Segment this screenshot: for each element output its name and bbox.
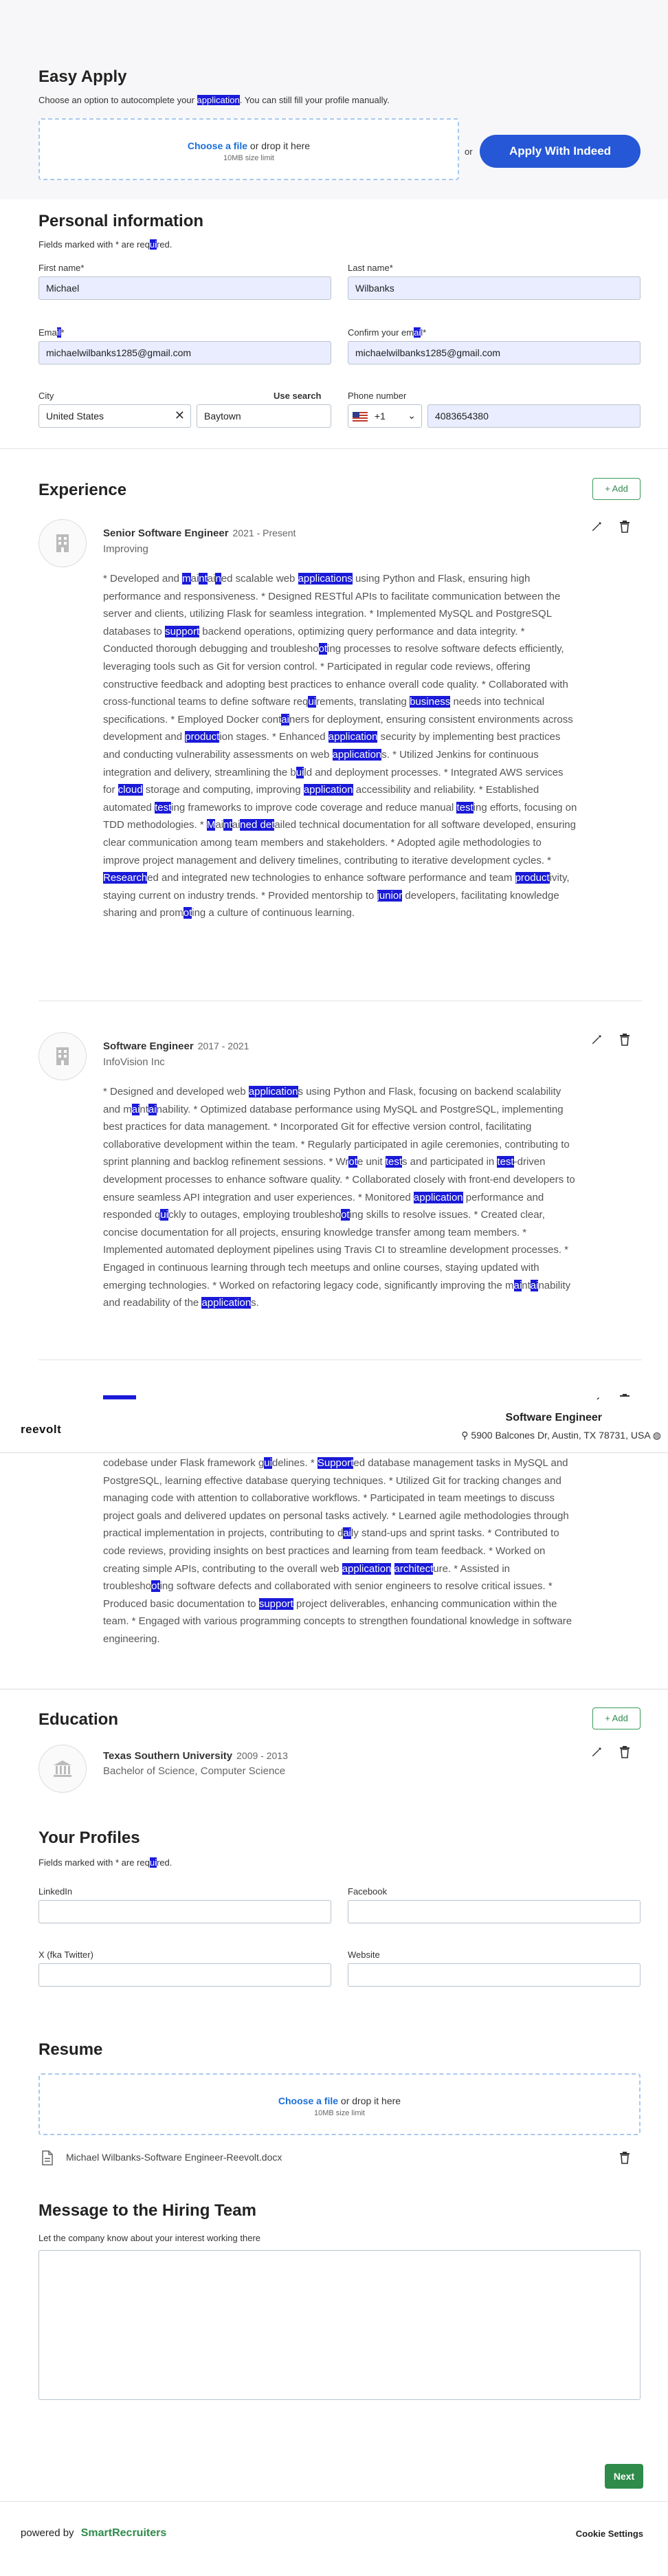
description-text: ckly to outages, employing troublesho: [168, 1209, 342, 1221]
delete-icon[interactable]: [617, 1032, 632, 1047]
building-icon: [51, 1045, 74, 1068]
experience-job-title: Software Engineer 2017 - 2021: [103, 1040, 249, 1052]
experience-company: InfoVision Inc: [103, 1056, 165, 1068]
add-experience-button[interactable]: + Add: [592, 478, 641, 500]
description-text: ed and integrated new technologies to enhance software performance and team: [147, 872, 515, 884]
school-icon: [51, 1757, 74, 1780]
search-highlight: application: [328, 731, 378, 743]
description-text: security by implementing best practices and conducting vulnerability assessments on web: [103, 731, 561, 761]
easy-apply-title: Easy Apply: [38, 67, 127, 86]
easy-apply-section: [0, 0, 668, 199]
message-textarea[interactable]: [38, 2250, 641, 2400]
footer-divider: [0, 2501, 668, 2502]
smartrecruiters-logo[interactable]: SmartRecruiters: [80, 2527, 167, 2539]
search-highlight: application: [332, 748, 382, 761]
search-highlight: support: [165, 625, 200, 637]
footer: [0, 2449, 668, 2576]
location-pin-icon: ⚲: [461, 1430, 469, 1441]
description-text: ed scalable web: [221, 573, 298, 585]
description-text: ai: [274, 819, 283, 831]
description-text: s.: [251, 1297, 259, 1309]
message-section: [0, 2174, 668, 2449]
city-field[interactable]: Baytown: [197, 404, 331, 428]
experience-dates: 2021 - Present: [232, 527, 296, 538]
description-text: project deliverables, enhancing communication within the team. * Engaged with various programming concepts to strengthen foundational knowledge in software engineering.: [103, 1597, 572, 1645]
search-highlight: Support: [317, 1457, 354, 1469]
last-name-label: Last name*: [348, 263, 393, 273]
website-label: Website: [348, 1950, 380, 1960]
size-limit-text: 10MB size limit: [314, 2109, 365, 2117]
description-text: performance and responded q: [103, 1191, 544, 1221]
description-text: developers, facilitating knowledge sharing and prom: [103, 889, 559, 919]
twitter-label: X (fka Twitter): [38, 1950, 93, 1960]
search-highlight: applications: [298, 573, 353, 585]
description-text: * Designed and developed web: [103, 1086, 249, 1098]
add-education-button[interactable]: + Add: [592, 1707, 641, 1729]
description-text: accessibility and reliability. * Established automated: [103, 784, 539, 814]
school-name: Texas Southern University 2009 - 2013: [103, 1750, 288, 1762]
or-separator: or: [465, 146, 473, 157]
description-text: ing frameworks to improve code coverage and reduce manual: [171, 801, 457, 814]
company-logo: reevolt: [21, 1423, 62, 1436]
search-highlight: ui: [308, 696, 317, 708]
message-hint: Let the company know about your interest working there: [38, 2233, 261, 2243]
experience-description: [103, 1454, 577, 1648]
choose-file-link[interactable]: Choose a file: [278, 2095, 339, 2106]
search-highlight: application: [342, 1562, 392, 1575]
degree: Bachelor of Science, Computer Science: [103, 1765, 286, 1777]
search-highlight: m: [182, 573, 191, 585]
us-flag-icon: [353, 412, 368, 422]
description-text: * Developed and: [103, 573, 183, 585]
description-text: e unit: [357, 1156, 386, 1168]
description-text: backend operations, optimizing query performance and data integrity. * Conducted thorough debugging and troublesho: [103, 625, 525, 655]
description-text: codebase under Flask framework g: [103, 1457, 265, 1469]
first-name-field[interactable]: Michael: [38, 276, 331, 300]
message-title: Message to the Hiring Team: [38, 2201, 256, 2220]
search-highlight: application: [248, 1086, 298, 1098]
linkedin-label: LinkedIn: [38, 1886, 73, 1897]
search-highlight: M: [206, 819, 216, 831]
search-highlight: ot: [348, 1156, 357, 1168]
apply-with-indeed-button[interactable]: Apply With Indeed: [480, 135, 641, 168]
description-text: ed database management tasks in MySQL and PostgreSQL, learning effective database querying techniques. * Utilized Git for tracking changes and managing code with attention to collaborative workflows. * Participated in team meetings to discuss project goals and delivered updates on personal tasks actively. * Learned agile methodologies through practical implementation in projects, contributing to d: [103, 1457, 569, 1540]
job-location: ⚲ 5900 Balcones Dr, Austin, TX 78731, USA ◍: [461, 1430, 661, 1441]
search-highlight: product: [515, 872, 550, 884]
description-text: ners for deployment, ensuring consistent environments across development and: [103, 713, 573, 743]
description-text: nt: [140, 1103, 148, 1115]
profiles-title: Your Profiles: [38, 1829, 140, 1847]
use-search-link[interactable]: Use search: [274, 391, 322, 401]
job-title: Software Engineer: [505, 1412, 602, 1423]
description-text: ing software defects and collaborated with senior engineers to resolve critical issues. * Produced basic documentation to: [103, 1580, 553, 1610]
delete-icon[interactable]: [617, 1745, 632, 1760]
description-text: ai: [232, 819, 241, 831]
next-button[interactable]: Next: [605, 2464, 643, 2489]
search-highlight: junior: [377, 889, 403, 902]
company-logo-placeholder: [38, 1032, 87, 1080]
delete-icon[interactable]: [617, 2150, 632, 2165]
phone-field[interactable]: 4083654380: [427, 404, 641, 428]
description-text: [391, 1563, 394, 1575]
description-text: needs into technical specifications. * Employed Docker cont: [103, 696, 545, 725]
description-text: s using Python and Flask, focusing on backend scalability and m: [103, 1086, 561, 1115]
description-text: using Python and Flask, ensuring high performance and responsiveness. * Designed RESTful APIs to facilitate communication between the server and clients, utilizing Flask for seamless integration. * Implemented MySQL and PostgreSQL databases to: [103, 573, 561, 637]
edit-icon[interactable]: [589, 1745, 604, 1760]
resume-section: [0, 2016, 668, 2174]
country-select[interactable]: United States ✕: [38, 404, 191, 428]
twitter-field[interactable]: [38, 1963, 331, 1987]
description-text: ly stand-ups and sprint tasks. * Contributed to code reviews, providing insights on best practices and learning from team feedback. * Worked on creating simple APIs, contributing to the overall web: [103, 1527, 559, 1575]
search-highlight: cloud: [118, 784, 143, 796]
facebook-field[interactable]: [348, 1900, 641, 1923]
education-dates: 2009 - 2013: [236, 1750, 288, 1761]
company-logo-placeholder: [38, 519, 87, 567]
description-text: ai: [215, 819, 224, 831]
delete-icon[interactable]: [617, 519, 632, 534]
building-icon: [51, 532, 74, 555]
resume-file-name: Michael Wilbanks-Software Engineer-Reevolt.docx: [66, 2152, 282, 2163]
experience-company: Improving: [103, 543, 148, 555]
edit-icon[interactable]: [589, 1032, 604, 1047]
city-label: City: [38, 391, 54, 401]
description-text: storage and computing, improving: [142, 784, 304, 796]
required-note: Fields marked with * are required.: [38, 1857, 172, 1868]
description-text: nability. * Optimized database performance using MySQL and PostgreSQL, implementing best practices for data management. * Incorporated Git for effective version control, facilitating collaborative development within the team. * Regularly participated in agile ceremonies, contributing to sprint planning and backlog refinement sessions. * Wr: [103, 1103, 570, 1168]
description-text: s. * Utilized Jenkins for continuous integration and delivery, streamlining the b: [103, 748, 539, 778]
search-highlight: ot: [341, 1209, 350, 1221]
description-text: ure. * Assisted in troublesho: [103, 1562, 511, 1593]
facebook-label: Facebook: [348, 1886, 388, 1897]
email-field[interactable]: michaelwilbanks1285@gmail.com: [38, 341, 331, 364]
description-text: ing efforts, focusing on TDD methodologies. *: [103, 801, 577, 831]
description-text: rements, translating: [316, 696, 410, 708]
search-highlight: test: [456, 801, 474, 814]
edit-icon[interactable]: [589, 1393, 604, 1399]
phone-label: Phone number: [348, 391, 407, 401]
description-text: nt: [522, 1279, 531, 1291]
experience-description: [103, 1083, 577, 1312]
search-highlight: test: [385, 1156, 402, 1168]
edit-icon[interactable]: [589, 519, 604, 534]
search-highlight: ot: [151, 1580, 160, 1593]
search-highlight: ned det: [240, 819, 275, 831]
powered-by: powered by SmartRecruiters: [21, 2527, 167, 2539]
experience-section-continued: [0, 1453, 668, 1688]
description-text: ai: [207, 573, 216, 585]
search-highlight: test: [155, 801, 172, 814]
description-text: s and participated in: [402, 1156, 498, 1168]
education-title: Education: [38, 1710, 119, 1729]
confirm-email-label: Confirm your email*: [348, 327, 427, 338]
description-text: delines. *: [271, 1457, 318, 1469]
personal-info-title: Personal information: [38, 212, 204, 230]
confirm-email-field[interactable]: michaelwilbanks1285@gmail.com: [348, 341, 641, 364]
description-text: ing skills to resolve issues. * Created clear, concise documentation for all projects, ensuring knowledge transfer among team members. * Implemented automated deployment pipelines using Travis CI to streamline development processes. * Engaged in continuous learning through tech meetups and online courses, staying updated with emerging technologies. * Worked on refactoring legacy code, significantly improving the m: [103, 1209, 569, 1291]
search-highlight: Research: [103, 872, 148, 884]
description-text: nability and readability of the: [103, 1279, 571, 1309]
document-icon: [41, 2150, 54, 2169]
experience-title: Experience: [38, 481, 127, 499]
search-highlight: application: [413, 1191, 463, 1203]
resume-dropzone[interactable]: Choose a file or drop it here 10MB size limit: [38, 2073, 641, 2135]
search-highlight: ai: [281, 713, 289, 725]
profiles-section: [0, 1816, 668, 2016]
globe-icon: ◍: [652, 1430, 661, 1441]
search-highlight: ai: [530, 1279, 539, 1291]
search-highlight: ai: [343, 1527, 352, 1540]
last-name-field[interactable]: Wilbanks: [348, 276, 641, 300]
chevron-down-icon: ⌄: [408, 410, 416, 421]
description-text: ion stages. * Enhanced: [219, 731, 329, 743]
search-highlight: application: [201, 1297, 252, 1309]
search-highlight: application: [303, 784, 353, 796]
website-field[interactable]: [348, 1963, 641, 1987]
description-text: led technical documentation for all software developed, ensuring clear communication among team members and stakeholders. * Adopted agile methodologies to improve project management and delivery timelines, contributing to iterative development cycles. *: [103, 819, 576, 866]
search-highlight: n: [215, 573, 221, 585]
clear-icon[interactable]: ✕: [174, 408, 185, 422]
delete-icon[interactable]: [617, 1393, 632, 1399]
email-label: Email*: [38, 327, 65, 338]
description-text: ai: [190, 573, 199, 585]
experience-section: [0, 449, 668, 1399]
search-highlight: support: [258, 1597, 293, 1610]
search-highlight: ai: [148, 1103, 157, 1115]
search-highlight: ui: [264, 1457, 272, 1469]
search-highlight: test: [497, 1156, 514, 1168]
school-logo-placeholder: [38, 1745, 87, 1793]
search-highlight: nt: [223, 819, 232, 831]
size-limit-text: 10MB size limit: [223, 154, 274, 162]
choose-file-link[interactable]: Choose a file: [187, 140, 248, 151]
cookie-settings-link[interactable]: Cookie Settings: [575, 2529, 643, 2539]
search-highlight: ai: [131, 1103, 140, 1115]
search-highlight: ot: [183, 907, 192, 919]
search-highlight: architect: [394, 1562, 434, 1575]
search-highlight: ot: [318, 643, 328, 655]
education-section: [0, 1690, 668, 1816]
search-highlight: nt: [199, 573, 208, 585]
description-text: ing a culture of continuous learning.: [192, 907, 355, 919]
search-highlight: ui: [296, 766, 304, 778]
search-highlight: product: [185, 731, 220, 743]
description-text: ing processes to resolve software defects efficiently, leveraging tools such as Git for version control. * Participated in regular code reviews, offering constructive feedback and adopting best practices to enhance overall code quality. * Collaborated with cross-functional teams to define software req: [103, 643, 568, 708]
experience-description: [103, 570, 577, 922]
experience-dates: 2017 - 2021: [197, 1040, 249, 1051]
first-name-label: First name*: [38, 263, 85, 273]
linkedin-field[interactable]: [38, 1900, 331, 1923]
search-highlight: ui: [160, 1209, 169, 1221]
easy-apply-subtitle: Choose an option to autocomplete your application. You can still fill your profile manually.: [38, 95, 390, 105]
description-text: ld and deployment processes. * Integrated AWS services for: [103, 766, 564, 796]
phone-country-select[interactable]: +1 ⌄: [348, 404, 422, 428]
personal-info-section: [0, 199, 668, 448]
description-text: ivity, staying current on industry trends. * Provided mentorship to: [103, 872, 570, 902]
search-highlight: ai: [513, 1279, 522, 1291]
search-highlight: business: [410, 696, 451, 708]
description-text: -driven development processes to enhance software quality. * Collaborated closely with front-end developers to ensure seamless API integration and user experiences. * Monitored: [103, 1156, 575, 1203]
experience-job-title: Senior Software Engineer 2021 - Present: [103, 527, 296, 539]
resume-title: Resume: [38, 2040, 103, 2059]
required-note: Fields marked with * are required.: [38, 239, 172, 250]
job-header-bar: [0, 1399, 668, 1453]
resume-autofill-dropzone[interactable]: Choose a file or drop it here 10MB size limit: [38, 118, 459, 180]
